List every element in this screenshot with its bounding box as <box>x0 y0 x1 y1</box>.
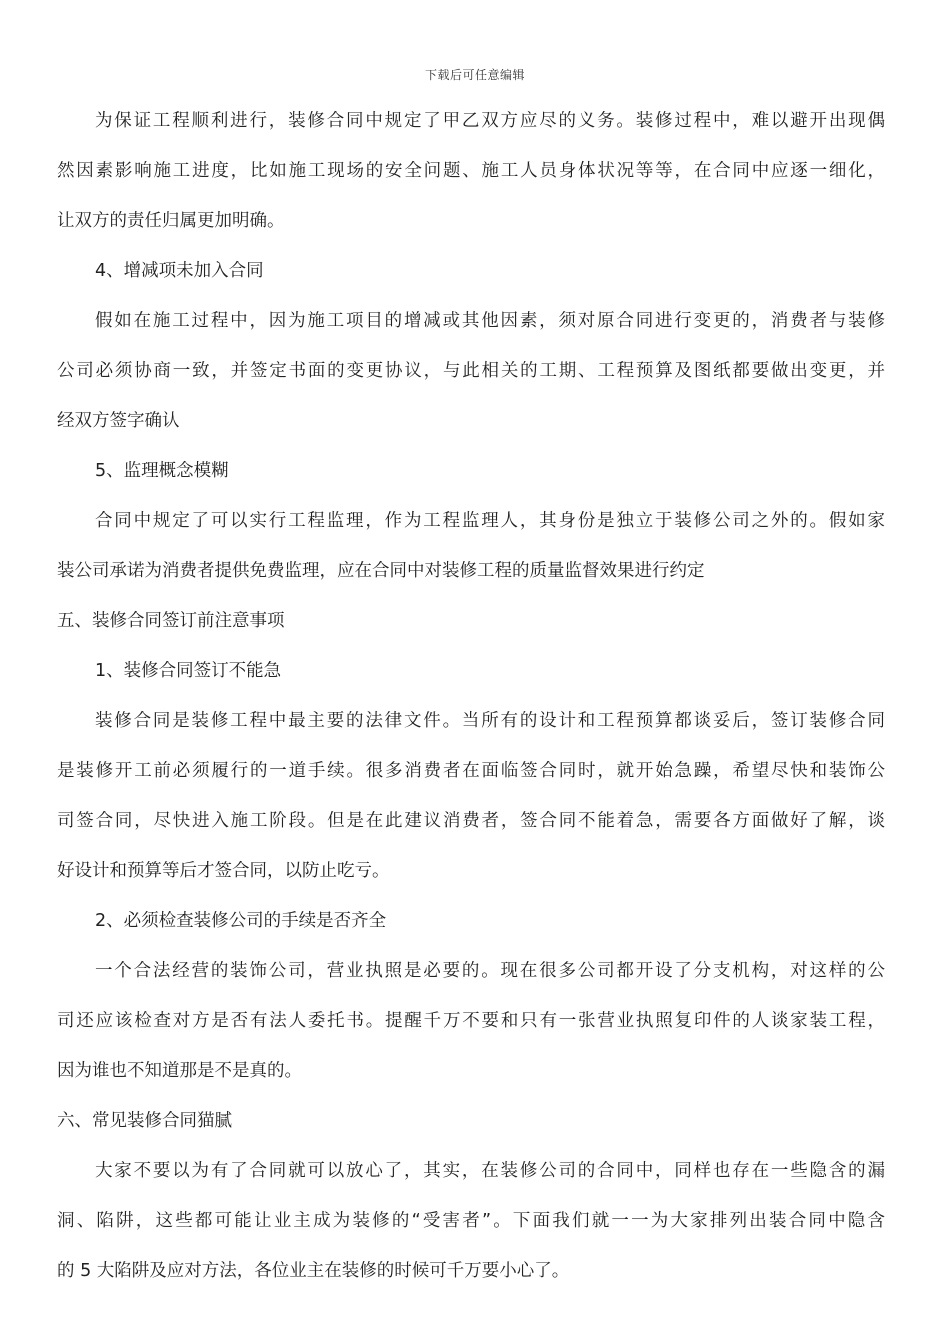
section-heading: 六、常见装修合同猫腻 <box>57 1111 232 1131</box>
paragraph-line: 然因素影响施工进度，比如施工现场的安全问题、施工人员身体状况等等，在合同中应逐一细化， <box>57 161 885 181</box>
paragraph-line: 是装修开工前必须履行的一道手续。很多消费者在面临签合同时，就开始急躁，希望尽快和装饰公 <box>57 761 885 781</box>
paragraph-line: 装修合同是装修工程中最主要的法律文件。当所有的设计和工程预算都谈妥后，签订装修合同 <box>95 711 885 731</box>
paragraph-line: 因为谁也不知道那是不是真的。 <box>57 1061 302 1081</box>
paragraph-line: 洞、陷阱，这些都可能让业主成为装修的“受害者”。下面我们就一一为大家排列出装合同中隐含 <box>57 1211 885 1231</box>
subheading: 1、装修合同签订不能急 <box>95 661 282 681</box>
paragraph-line: 为保证工程顺利进行，装修合同中规定了甲乙双方应尽的义务。装修过程中，难以避开出现偶 <box>95 111 885 131</box>
paragraph-line: 的 5 大陷阱及应对方法，各位业主在装修的时候可千万要小心了。 <box>57 1261 570 1281</box>
header-note: 下载后可任意编辑 <box>424 68 525 82</box>
paragraph-line: 一个合法经营的装饰公司，营业执照是必要的。现在很多公司都开设了分支机构，对这样的公 <box>95 961 885 981</box>
paragraph-line: 合同中规定了可以实行工程监理，作为工程监理人，其身份是独立于装修公司之外的。假如家 <box>95 511 885 531</box>
paragraph-line: 让双方的责任归属更加明确。 <box>57 211 285 231</box>
paragraph-line: 装公司承诺为消费者提供免费监理，应在合同中对装修工程的质量监督效果进行约定 <box>57 561 705 581</box>
paragraph-line: 司签合同，尽快进入施工阶段。但是在此建议消费者，签合同不能着急，需要各方面做好了解，谈 <box>57 811 885 831</box>
paragraph-line: 经双方签字确认 <box>57 411 180 431</box>
subheading: 2、必须检查装修公司的手续是否齐全 <box>95 911 387 931</box>
section-heading: 五、装修合同签订前注意事项 <box>57 611 285 631</box>
paragraph-line: 司还应该检查对方是否有法人委托书。提醒千万不要和只有一张营业执照复印件的人谈家装工程， <box>57 1011 885 1031</box>
subheading: 4、增减项未加入合同 <box>95 261 264 281</box>
subheading: 5、监理概念模糊 <box>95 461 229 481</box>
paragraph-line: 好设计和预算等后才签合同，以防止吃亏。 <box>57 861 390 881</box>
paragraph-line: 假如在施工过程中，因为施工项目的增减或其他因素，须对原合同进行变更的，消费者与装修 <box>95 311 885 331</box>
document-body <box>57 96 885 1296</box>
paragraph-line: 公司必须协商一致，并签定书面的变更协议，与此相关的工期、工程预算及图纸都要做出变更，并 <box>57 361 885 381</box>
paragraph-line: 大家不要以为有了合同就可以放心了，其实，在装修公司的合同中，同样也存在一些隐含的漏 <box>95 1161 885 1181</box>
